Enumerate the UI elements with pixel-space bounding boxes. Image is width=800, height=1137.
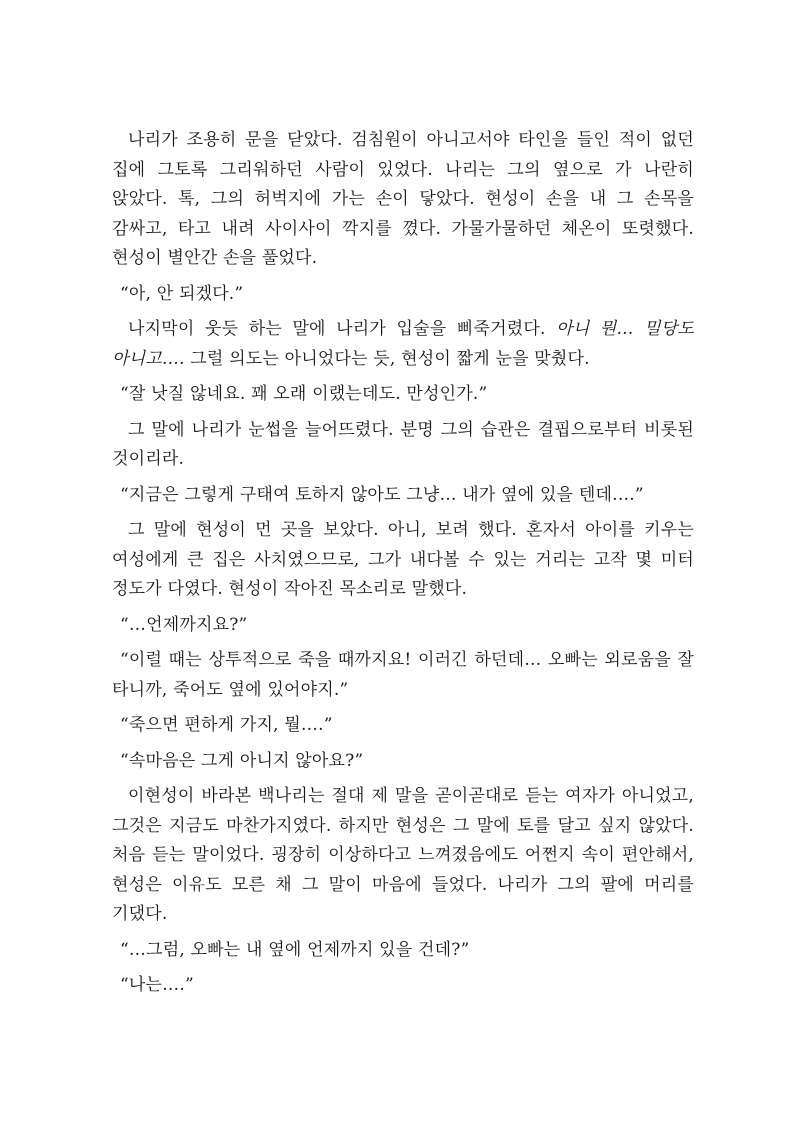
- dialogue-line: “이럴 때는 상투적으로 죽을 때까지요! 이러긴 하던데… 오빠는 외로움을 잘 타니까, 죽어도 옆에 있어야지.”: [112, 650, 694, 700]
- dialogue-line: “…언제까지요?”: [120, 614, 248, 635]
- dialogue-line: “잘 낫질 않네요. 꽤 오래 이랬는데도. 만성인가.”: [120, 384, 488, 404]
- dialogue-line: “…그럼, 오빠는 내 옆에 언제까지 있을 건데?”: [120, 939, 470, 960]
- dialogue-line: “속마음은 그게 아니지 않아요?”: [120, 750, 364, 771]
- dialogue-line: “나는….”: [120, 975, 194, 995]
- paragraph: [112, 315, 694, 374]
- paragraph-text: 나지막이 웃듯 하는 말에 나리가 입술을 삐죽거렸다.: [128, 319, 557, 339]
- dialogue-line: “지금은 그렇게 구태여 토하지 않아도 그냥… 내가 옆에 있을 텐데….”: [120, 484, 644, 505]
- paragraph: 그 말에 나리가 눈썹을 늘어뜨렸다. 분명 그의 습관은 결핍으로부터 비롯된 것이리라.: [112, 419, 694, 469]
- paragraph: 나리가 조용히 문을 닫았다. 검침원이 아니고서야 타인을 들인 적이 없던 집에 그토록 그리워하던 사람이 있었다. 나리는 그의 옆으로 가 나란히 앉았다. 톡, 그의 허벅지에 가는 손이 닿았다. 현성이 손을 내 그 손목을 감싸고, 타고 내려 사이사이 깍지를 꼈다. 가물가물하던 체온이 또렷했다. 현성이 별안간 손을 풀었다.: [112, 130, 694, 268]
- body-text: [112, 126, 694, 1007]
- paragraph-text: 그럴 의도는 아니었다는 듯, 현성이 짧게 눈을 맞췄다.: [184, 348, 590, 369]
- paragraph: 이현성이 바라본 백나리는 절대 제 말을 곧이곧대로 듣는 여자가 아니었고, 그것은 지금도 마찬가지였다. 하지만 현성은 그 말에 토를 달고 싶지 않았다. 처음 듣는 말이었다. 굉장히 이상하다고 느껴졌음에도 어쩐지 속이 편안해서, 현성은 이유도 모른 채 그 말이 마음에 들었다. 나리가 그의 팔에 머리를 기댔다.: [112, 786, 694, 924]
- paragraph: 그 말에 현성이 먼 곳을 보았다. 아니, 보려 했다. 혼자서 아이를 키우는 여성에게 큰 집은 사치였으므로, 그가 내다볼 수 있는 거리는 고작 몇 미터 정도가 다였다. 현성이 작아진 목소리로 말했다.: [112, 520, 694, 599]
- dialogue-line: “아, 안 되겠다.”: [120, 283, 244, 304]
- dialogue-line: “죽으면 편하게 가지, 뭘….”: [120, 715, 333, 735]
- italic-thought: 아니 뭔… 밀당도 아니고….: [112, 319, 694, 369]
